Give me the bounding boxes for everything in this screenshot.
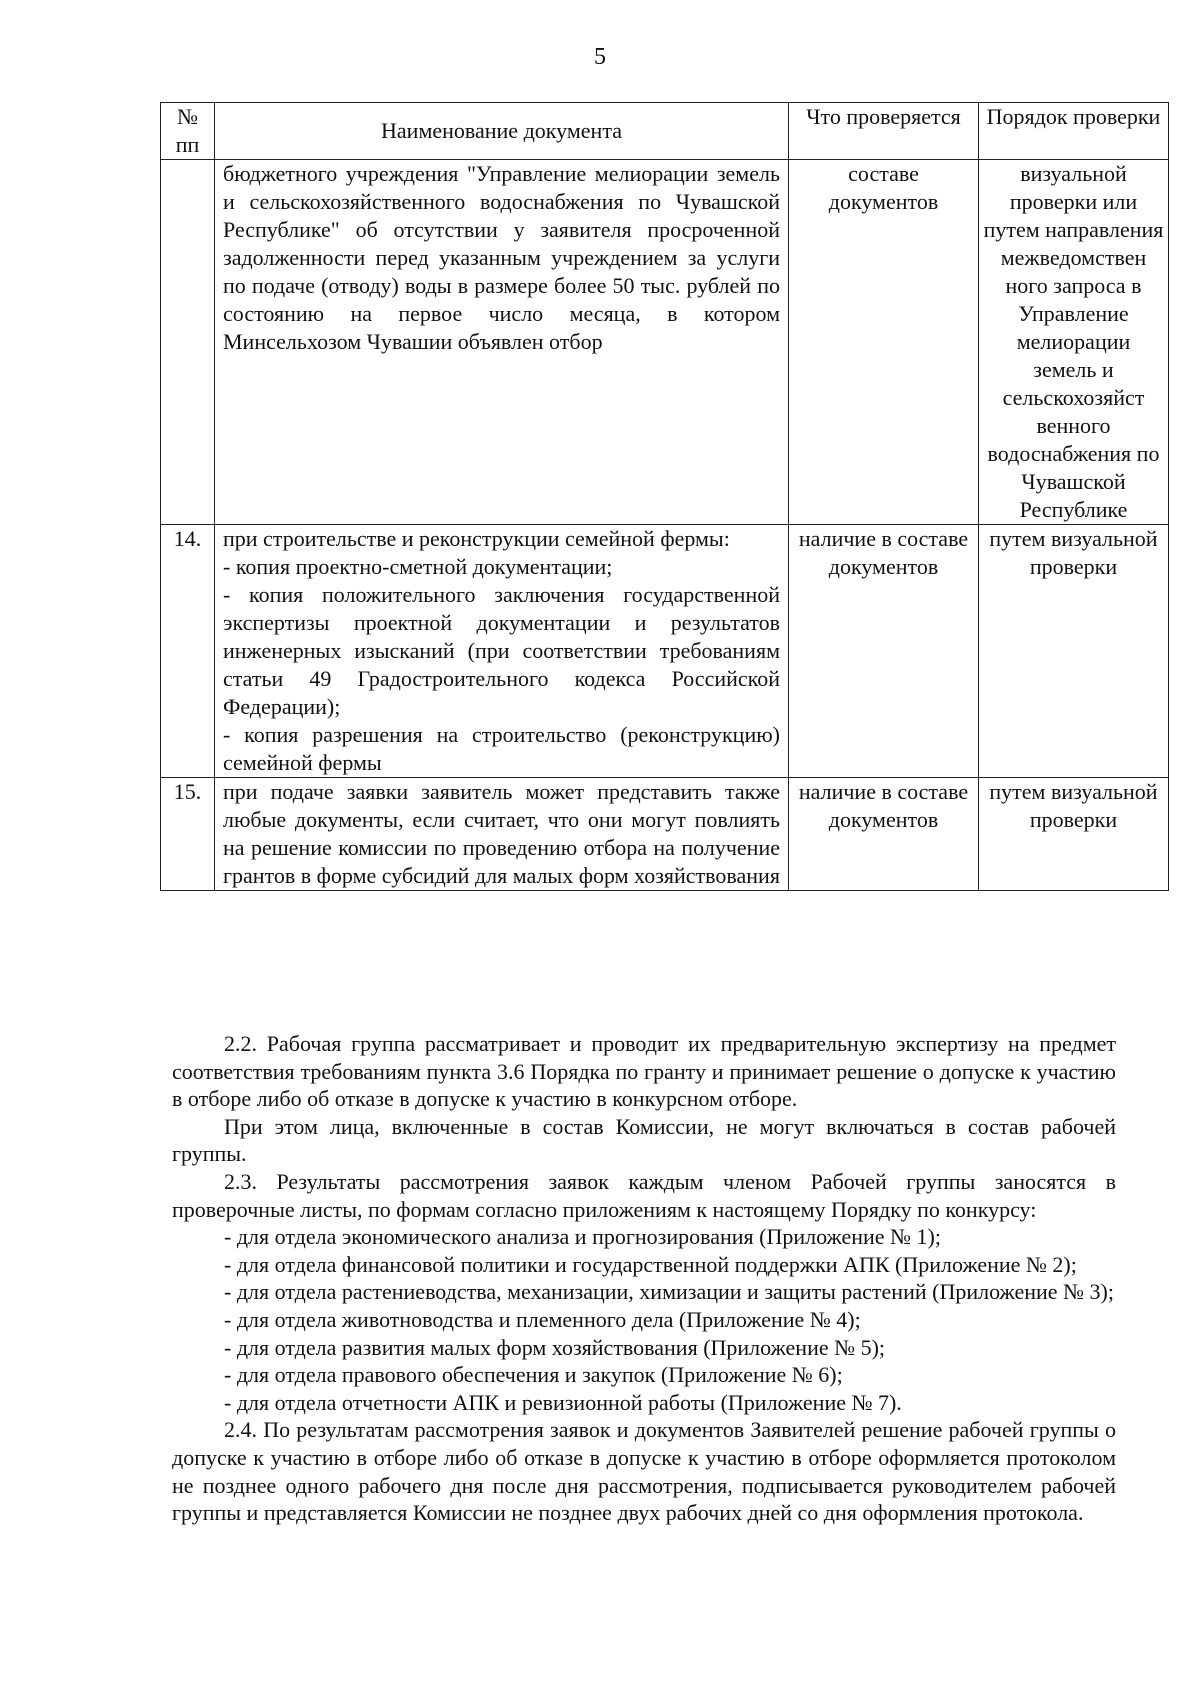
table-row (161, 160, 1169, 525)
paragraph-2-4: 2.4. По результатам рассмотрения заявок и документов Заявителей решение рабочей группы о допуске к участию в отборе либо об отказе в допуске к участию в отборе оформляется протоколом не позднее одного рабочего дня после дня рассмотрения, подписывается руководителем рабочей группы и представляется Комиссии не позднее двух рабочих дней со дня оформления протокола. (172, 1417, 1116, 1526)
list-item-appendix-6: - для отдела правового обеспечения и закупок (Приложение № 6); (224, 1362, 843, 1388)
row-number: 14. (161, 525, 215, 778)
header-what-checked: Что проверяется (789, 103, 979, 160)
list-item-appendix-1: - для отдела экономического анализа и прогнозирования (Приложение № 1); (224, 1224, 941, 1250)
row-document-name (215, 525, 789, 778)
row-number (161, 160, 215, 525)
list-item-appendix-3: - для отдела растениеводства, механизации, химизации и защиты растений (Приложение № 3); (224, 1279, 1114, 1305)
row-check-order: путем визуальной проверки (979, 525, 1169, 778)
header-check-order: Порядок проверки (979, 103, 1169, 160)
row-check-order: визуальной проверки или путем направления межведомствен ного запроса в Управление мелиорации земель и сельскохозяйст венного водоснабжения по Чувашской Республике (979, 160, 1169, 525)
list-item: - копия проектно-сметной документации; (223, 554, 613, 579)
row-check-order: путем визуальной проверки (979, 778, 1169, 891)
table-row (161, 778, 1169, 891)
header-document-name: Наименование документа (215, 103, 789, 160)
row-document-name: при подаче заявки заявитель может представить также любые документы, если считает, что они могут повлиять на решение комиссии по проведению отбора на получение грантов в форме субсидий для малых форм хозяйствования (215, 778, 789, 891)
row-what-checked: наличие в составе документов (789, 525, 979, 778)
table-row (161, 525, 1169, 778)
row-number: 15. (161, 778, 215, 891)
paragraph-2-2: 2.2. Рабочая группа рассматривает и проводит их предварительную экспертизу на предмет соответствия требованиям пункта 3.6 Порядка по гранту и принимает решение о допуске к участию в отборе либо об отказе в допуске к участию в конкурсном отборе. (172, 1031, 1116, 1112)
row-intro: при строительстве и реконструкции семейной фермы: (223, 526, 730, 551)
page-number: 5 (594, 44, 606, 70)
row-what-checked: наличие в составе документов (789, 778, 979, 891)
body-text (172, 1030, 1116, 1527)
table-header-row (161, 103, 1169, 160)
list-item-appendix-2: - для отдела финансовой политики и государственной поддержки АПК (Приложение № 2); (224, 1251, 1077, 1277)
list-item: - копия разрешения на строительство (реконструкцию) семейной фермы (223, 722, 780, 775)
list-item-appendix-4: - для отдела животноводства и племенного дела (Приложение № 4); (224, 1306, 861, 1332)
row-what-checked: составе документов (789, 160, 979, 525)
list-item-appendix-5: - для отдела развития малых форм хозяйствования (Приложение № 5); (224, 1334, 886, 1360)
row-document-name: бюджетного учреждения "Управление мелиорации земель и сельскохозяйственного водоснабжения по Чувашской Республике" об отсутствии у заявителя просроченной задолженности перед указанным учреждением за услуги по подаче (отводу) воды в размере более 50 тыс. рублей по состоянию на первое число месяца, в котором Минсельхозом Чувашии объявлен отбор (215, 160, 789, 525)
list-item: - копия положительного заключения государственной экспертизы проектной документации и результатов инженерных изысканий (при соответствии требованиям статьи 49 Градостроительного кодекса Российской Федерации); (223, 582, 780, 719)
paragraph-2-3: 2.3. Результаты рассмотрения заявок каждым членом Рабочей группы заносятся в проверочные листы, по формам согласно приложениям к настоящему Порядку по конкурсу: (172, 1168, 1116, 1222)
paragraph-commission-note: При этом лица, включенные в состав Комиссии, не могут включаться в состав рабочей группы. (172, 1113, 1116, 1167)
documents-table (160, 102, 1169, 891)
list-item-appendix-7: - для отдела отчетности АПК и ревизионной работы (Приложение № 7). (224, 1389, 902, 1415)
header-number: № пп (161, 103, 215, 160)
